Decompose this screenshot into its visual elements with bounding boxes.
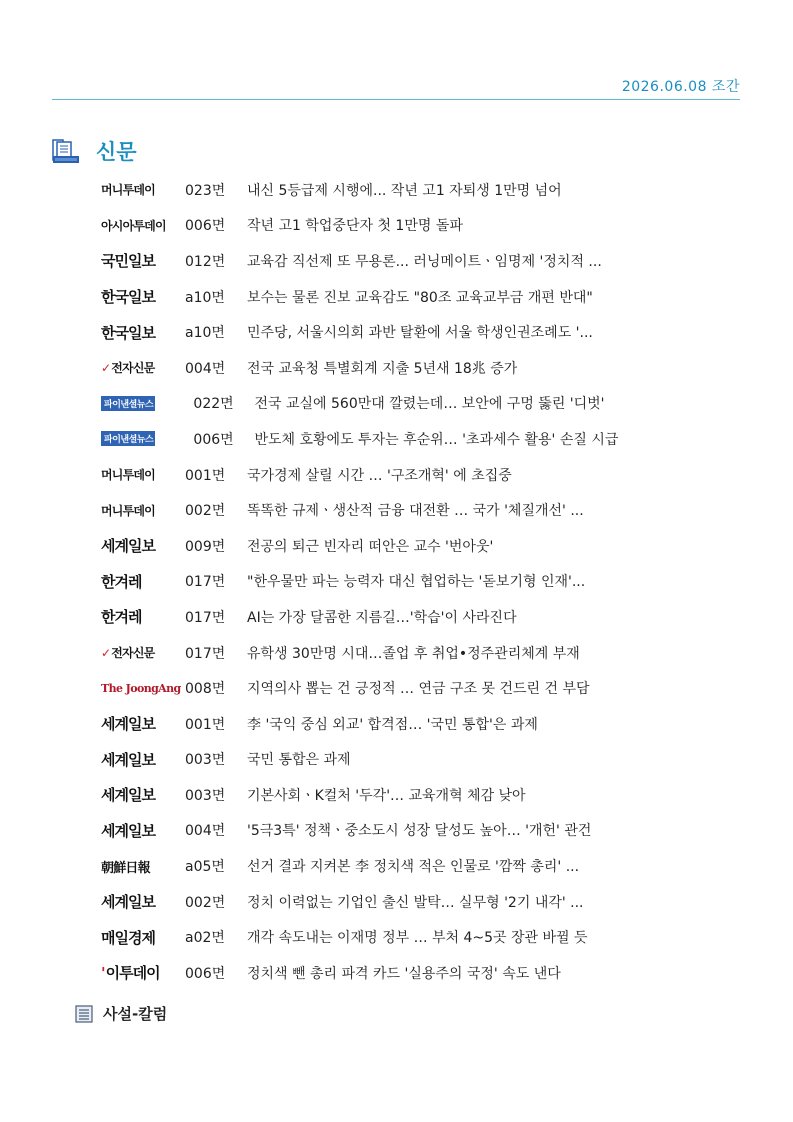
quote-logo-icon: ' bbox=[101, 964, 105, 983]
article-headline[interactable]: 李 '국익 중심 외교' 합격점… '국민 통합'은 과제 bbox=[247, 716, 538, 733]
page-number: 006면 bbox=[185, 218, 226, 235]
newspaper-name-text: 전자신문 bbox=[111, 361, 155, 376]
list-item[interactable] bbox=[101, 243, 741, 279]
list-document-icon bbox=[75, 1005, 93, 1023]
page-number: a10면 bbox=[185, 289, 225, 306]
list-item[interactable] bbox=[101, 813, 741, 849]
list-item[interactable] bbox=[101, 848, 741, 884]
newspaper-name: 머니투데이 bbox=[101, 183, 155, 198]
section-title: 신문 bbox=[96, 140, 137, 164]
newspaper-icon bbox=[52, 138, 80, 164]
newspaper-name: 세계일보 bbox=[101, 537, 155, 556]
page-number: 004면 bbox=[185, 823, 226, 840]
newspaper-name: 머니투데이 bbox=[101, 468, 155, 483]
article-headline[interactable]: '5극3특' 정책ㆍ중소도시 성장 달성도 높아… '개헌' 관건 bbox=[247, 823, 592, 840]
article-headline[interactable]: 정치색 뺀 총리 파격 카드 '실용주의 국정' 속도 낸다 bbox=[247, 965, 561, 982]
page-number: 008면 bbox=[185, 681, 226, 698]
newspaper-name bbox=[101, 962, 185, 983]
list-item[interactable] bbox=[101, 635, 741, 671]
page-number: 012면 bbox=[185, 253, 226, 270]
newspaper-name: 朝鮮日報 bbox=[101, 860, 150, 876]
article-headline[interactable]: 민주당, 서울시의회 과반 탈환에 서울 학생인권조례도 '... bbox=[247, 325, 593, 342]
newspaper-name: 한겨레 bbox=[101, 572, 142, 591]
list-item[interactable] bbox=[101, 955, 741, 991]
article-headline[interactable]: 기본사회ㆍK컬처 '두각'… 교육개혁 체감 낮아 bbox=[247, 787, 526, 804]
page-number: a02면 bbox=[185, 930, 225, 947]
page-number: 009면 bbox=[185, 538, 226, 555]
page-number: 002면 bbox=[185, 503, 226, 520]
article-headline[interactable]: 선거 결과 지켜본 李 정치색 적은 인물로 '깜짝 총리' ... bbox=[247, 859, 580, 876]
newspaper-name: 세계일보 bbox=[101, 893, 155, 912]
check-logo-icon: ✓ bbox=[101, 361, 111, 376]
list-item[interactable] bbox=[101, 742, 741, 778]
page-number: 003면 bbox=[185, 787, 226, 804]
list-item[interactable] bbox=[101, 208, 741, 244]
page-number: 023면 bbox=[185, 182, 226, 199]
article-headline[interactable]: 교육감 직선제 또 무용론... 러닝메이트ㆍ임명제 '정치적 ... bbox=[247, 253, 602, 270]
article-headline[interactable]: 유학생 30만명 시대…졸업 후 취업•정주관리체계 부재 bbox=[247, 645, 580, 662]
check-logo-icon: ✓ bbox=[101, 646, 111, 661]
article-headline[interactable]: 정치 이력없는 기업인 출신 발탁… 실무형 '2기 내각' ... bbox=[247, 894, 584, 911]
article-headline[interactable]: 반도체 호황에도 투자는 후순위… '초과세수 활용' 손질 시급 bbox=[254, 431, 619, 448]
page-number: 022면 bbox=[193, 396, 234, 413]
article-list bbox=[101, 172, 741, 991]
newspaper-name bbox=[101, 359, 185, 376]
page-number: a10면 bbox=[185, 325, 225, 342]
article-headline[interactable]: 전국 교육청 특별회계 지출 5년새 18兆 증가 bbox=[247, 360, 518, 377]
list-item[interactable] bbox=[101, 492, 741, 528]
newspaper-name-text: 전자신문 bbox=[111, 646, 155, 661]
section-editorial[interactable] bbox=[75, 1003, 167, 1024]
page-number: 004면 bbox=[185, 360, 226, 377]
page-number: 017면 bbox=[185, 609, 226, 626]
date-header bbox=[52, 62, 740, 100]
list-item[interactable] bbox=[101, 919, 741, 955]
list-item[interactable] bbox=[101, 457, 741, 493]
page-number: 001면 bbox=[185, 467, 226, 484]
article-headline[interactable]: 내신 5등급제 시행에... 작년 고1 자퇴생 1만명 넘어 bbox=[247, 182, 562, 199]
list-item[interactable] bbox=[101, 599, 741, 635]
list-item[interactable] bbox=[101, 528, 741, 564]
page-number: 002면 bbox=[185, 894, 226, 911]
article-headline[interactable]: 국민 통합은 과제 bbox=[247, 752, 351, 769]
list-item[interactable] bbox=[101, 670, 741, 706]
page-number: 001면 bbox=[185, 716, 226, 733]
list-item[interactable] bbox=[101, 884, 741, 920]
article-headline[interactable]: 전공의 퇴근 빈자리 떠안은 교수 '번아웃' bbox=[247, 538, 494, 555]
article-headline[interactable]: "한우물만 파는 능력자 대신 협업하는 '돋보기형 인재'... bbox=[247, 574, 586, 591]
page-number: 006면 bbox=[185, 965, 226, 982]
page-number: a05면 bbox=[185, 859, 225, 876]
newspaper-name: The JoongAng bbox=[101, 681, 181, 695]
subsection-title: 사설-칼럼 bbox=[103, 1005, 168, 1023]
newspaper-name: 머니투데이 bbox=[101, 503, 155, 518]
article-headline[interactable]: 보수는 물론 진보 교육감도 "80조 교육교부금 개편 반대" bbox=[247, 289, 593, 306]
newspaper-name: 파이낸셜뉴스 bbox=[101, 396, 155, 411]
list-item[interactable] bbox=[101, 314, 741, 350]
report-date: 2026.06.08 조간 bbox=[621, 79, 740, 95]
list-item[interactable] bbox=[101, 172, 741, 208]
list-item[interactable] bbox=[101, 564, 741, 600]
article-headline[interactable]: AI는 가장 달콤한 지름길…'학습'이 사라진다 bbox=[247, 609, 517, 626]
article-headline[interactable]: 지역의사 뽑는 건 긍정적 … 연금 구조 못 건드린 건 부담 bbox=[247, 681, 590, 698]
list-item[interactable] bbox=[101, 350, 741, 386]
newspaper-name: 세계일보 bbox=[101, 750, 155, 769]
newspaper-name: 세계일보 bbox=[101, 821, 155, 840]
newspaper-name: 세계일보 bbox=[101, 786, 155, 805]
article-headline[interactable]: 똑똑한 규제ㆍ생산적 금융 대전환 … 국가 '체질개선' ... bbox=[247, 503, 584, 520]
article-headline[interactable]: 국가경제 살릴 시간 … '구조개혁' 에 초집중 bbox=[247, 467, 512, 484]
article-headline[interactable]: 작년 고1 학업중단자 첫 1만명 돌파 bbox=[247, 218, 463, 235]
page-number: 006면 bbox=[193, 431, 234, 448]
section-newspaper bbox=[52, 136, 137, 166]
newspaper-name: 아시아투데이 bbox=[101, 218, 166, 233]
newspaper-name-text: 이투데이 bbox=[105, 964, 160, 983]
newspaper-name bbox=[101, 644, 185, 661]
newspaper-name: 매일경제 bbox=[101, 928, 155, 947]
list-item[interactable] bbox=[101, 421, 741, 457]
newspaper-name: 국민일보 bbox=[101, 252, 155, 271]
list-item[interactable] bbox=[101, 706, 741, 742]
list-item[interactable] bbox=[101, 279, 741, 315]
newspaper-name: 파이낸셜뉴스 bbox=[101, 431, 155, 446]
list-item[interactable] bbox=[101, 386, 741, 422]
page-number: 017면 bbox=[185, 645, 226, 662]
newspaper-name: 한국일보 bbox=[101, 323, 155, 342]
article-headline[interactable]: 전국 교실에 560만대 깔렸는데… 보안에 구멍 뚫린 '디벗' bbox=[254, 396, 605, 413]
page-number: 017면 bbox=[185, 574, 226, 591]
list-item[interactable] bbox=[101, 777, 741, 813]
page-number: 003면 bbox=[185, 752, 226, 769]
newspaper-name: 세계일보 bbox=[101, 715, 155, 734]
newspaper-name: 한겨레 bbox=[101, 608, 142, 627]
article-headline[interactable]: 개각 속도내는 이재명 정부 … 부처 4~5곳 장관 바뀔 듯 bbox=[247, 930, 588, 947]
newspaper-name: 한국일보 bbox=[101, 288, 155, 307]
